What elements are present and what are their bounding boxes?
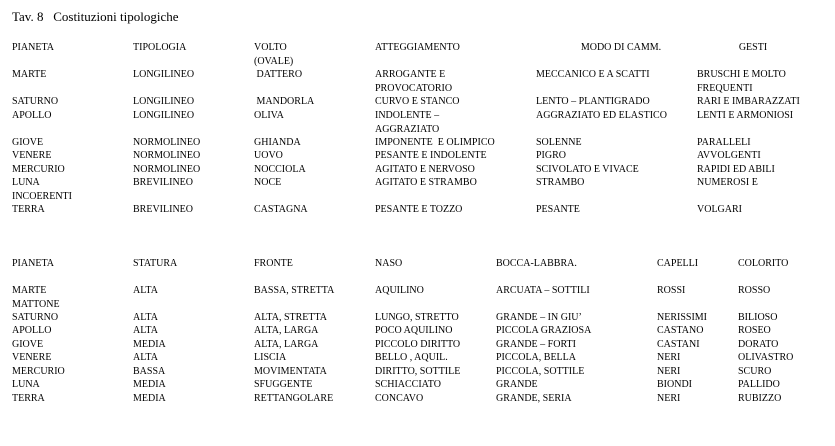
table-cell: ALTA, STRETTA — [254, 312, 328, 323]
column-header: VOLTO (OVALE) — [254, 42, 294, 67]
table-cell: STRAMBO — [536, 177, 585, 188]
table-cell: AQUILINO — [375, 285, 424, 296]
page-title: Tav. 8 Costituzioni tipologiche — [12, 9, 179, 24]
table-cell: OLIVA — [254, 110, 284, 121]
table-cell: NERISSIMI — [657, 312, 708, 323]
table-cell: GIOVE — [12, 137, 44, 148]
table-cell: LUNA — [12, 379, 40, 390]
table-cell: LISCIA — [254, 352, 287, 363]
column-header: BOCCA-LABBRA. — [496, 258, 577, 269]
table-cell: BILIOSO — [738, 312, 778, 323]
table-cell: SOLENNE — [536, 137, 582, 148]
column-header: PIANETA — [12, 258, 54, 269]
table-cell: GRANDE – IN GIU’ — [496, 312, 582, 323]
table-cell: ALTA, LARGA — [254, 339, 319, 350]
column-header: STATURA — [133, 258, 178, 269]
table-cell: APOLLO — [12, 325, 52, 336]
column-header: ATTEGGIAMENTO — [375, 42, 460, 53]
table-cell: PIGRO — [536, 150, 567, 161]
table-cell: CASTANI — [657, 339, 700, 350]
table-cell: BASSA — [133, 366, 166, 377]
table-cell: PALLIDO — [738, 379, 780, 390]
table-cell: MERCURIO — [12, 164, 65, 175]
table-cell: INDOLENTE – AGGRAZIATO — [375, 110, 440, 135]
table-cell: CASTANO — [657, 325, 704, 336]
table-cell: ROSSO — [738, 285, 771, 296]
table-cell: LUNA INCOERENTI — [12, 177, 72, 202]
table-cell: BIONDI — [657, 379, 692, 390]
table-cell: DIRITTO, SOTTILE — [375, 366, 461, 377]
table-cell: IMPONENTE E OLIMPICO — [375, 137, 495, 148]
table-cell: SCIVOLATO E VIVACE — [536, 164, 639, 175]
table-cell: AVVOLGENTI — [697, 150, 761, 161]
table-cell: DATTERO — [254, 69, 303, 80]
table-cell: NORMOLINEO — [133, 150, 201, 161]
table-cell: LUNGO, STRETTO — [375, 312, 459, 323]
table-cell: UOVO — [254, 150, 283, 161]
table-cell: CONCAVO — [375, 393, 424, 404]
column-header: TIPOLOGIA — [133, 42, 187, 53]
table-cell: MEDIA — [133, 379, 166, 390]
table-cell: TERRA — [12, 204, 45, 215]
table-cell: SFUGGENTE — [254, 379, 313, 390]
table-cell: TERRA — [12, 393, 45, 404]
table-cell: NERI — [657, 393, 681, 404]
table-cell: LONGILINEO — [133, 96, 195, 107]
column-header: COLORITO — [738, 258, 789, 269]
table-cell: NERI — [657, 366, 681, 377]
table-cell: NORMOLINEO — [133, 164, 201, 175]
table-cell: NOCCIOLA — [254, 164, 306, 175]
table-cell: PICCOLA GRAZIOSA — [496, 325, 592, 336]
table-cell: BREVILINEO — [133, 204, 193, 215]
table-cell: PESANTE E INDOLENTE — [375, 150, 487, 161]
table-cell: MEDIA — [133, 339, 166, 350]
column-header: GESTI — [738, 42, 768, 53]
table-cell: SATURNO — [12, 96, 59, 107]
table-cell: PESANTE — [536, 204, 580, 215]
table-cell: GHIANDA — [254, 137, 301, 148]
table-cell: LONGILINEO — [133, 110, 195, 121]
table-cell: AGITATO E NERVOSO — [375, 164, 475, 175]
table-cell: ALTA, LARGA — [254, 325, 319, 336]
column-header: MODO DI CAMM. — [580, 42, 662, 53]
table-cell: SCHIACCIATO — [375, 379, 441, 390]
table-cell: LENTO – PLANTIGRADO — [536, 96, 650, 107]
table-cell: MEDIA — [133, 393, 166, 404]
table-cell: PICCOLO DIRITTO — [375, 339, 461, 350]
table-cell: PARALLELI — [697, 137, 751, 148]
table-cell: MANDORLA — [254, 96, 315, 107]
table-cell: SCURO — [738, 366, 772, 377]
table-cell: SATURNO — [12, 312, 59, 323]
table-cell: PESANTE E TOZZO — [375, 204, 463, 215]
table-cell: BASSA, STRETTA — [254, 285, 335, 296]
table-cell: AGITATO E STRAMBO — [375, 177, 477, 188]
table-cell: RAPIDI ED ABILI — [697, 164, 775, 175]
column-header: CAPELLI — [657, 258, 699, 269]
table-cell: RUBIZZO — [738, 393, 782, 404]
table-cell: CASTAGNA — [254, 204, 308, 215]
table-cell: NERI — [657, 352, 681, 363]
table-cell: VOLGARI — [697, 204, 742, 215]
table-cell: MARTE MATTONE — [12, 285, 60, 310]
table-cell: MOVIMENTATA — [254, 366, 327, 377]
table-cell: NOCE — [254, 177, 282, 188]
table-cell: VENERE — [12, 352, 52, 363]
table-cell: BREVILINEO — [133, 177, 193, 188]
table-cell: ALTA — [133, 352, 158, 363]
table-cell: APOLLO — [12, 110, 52, 121]
table-cell: CURVO E STANCO — [375, 96, 460, 107]
table-cell: ALTA — [133, 285, 158, 296]
table-cell: ROSEO — [738, 325, 771, 336]
table-cell: DORATO — [738, 339, 779, 350]
table-cell: GRANDE, SERIA — [496, 393, 572, 404]
column-header: PIANETA — [12, 42, 54, 53]
table-cell: LENTI E ARMONIOSI — [697, 110, 794, 121]
table-cell: NUMEROSI E — [697, 177, 758, 188]
table-cell: MERCURIO — [12, 366, 65, 377]
table-cell: MARTE — [12, 69, 47, 80]
table-cell: LONGILINEO — [133, 69, 195, 80]
table-cell: PICCOLA, SOTTILE — [496, 366, 585, 377]
table-cell: ROSSI — [657, 285, 686, 296]
table-cell: POCO AQUILINO — [375, 325, 453, 336]
table-cell: ARCUATA – SOTTILI — [496, 285, 590, 296]
table-cell: MECCANICO E A SCATTI — [536, 69, 650, 80]
table-cell: GRANDE — [496, 379, 538, 390]
table-cell: ALTA — [133, 325, 158, 336]
table-cell: BRUSCHI E MOLTO FREQUENTI — [697, 69, 786, 94]
table-cell: AGGRAZIATO ED ELASTICO — [536, 110, 667, 121]
table-cell: OLIVASTRO — [738, 352, 794, 363]
table-cell: NORMOLINEO — [133, 137, 201, 148]
table-cell: VENERE — [12, 150, 52, 161]
table-cell: ALTA — [133, 312, 158, 323]
table-cell: ARROGANTE E PROVOCATORIO — [375, 69, 453, 94]
column-header: NASO — [375, 258, 403, 269]
table-cell: GIOVE — [12, 339, 44, 350]
table-cell: GRANDE – FORTI — [496, 339, 576, 350]
column-header: FRONTE — [254, 258, 293, 269]
table-cell: RETTANGOLARE — [254, 393, 334, 404]
table-cell: BELLO , AQUIL. — [375, 352, 448, 363]
table-cell: RARI E IMBARAZZATI — [697, 96, 800, 107]
table-cell: PICCOLA, BELLA — [496, 352, 576, 363]
